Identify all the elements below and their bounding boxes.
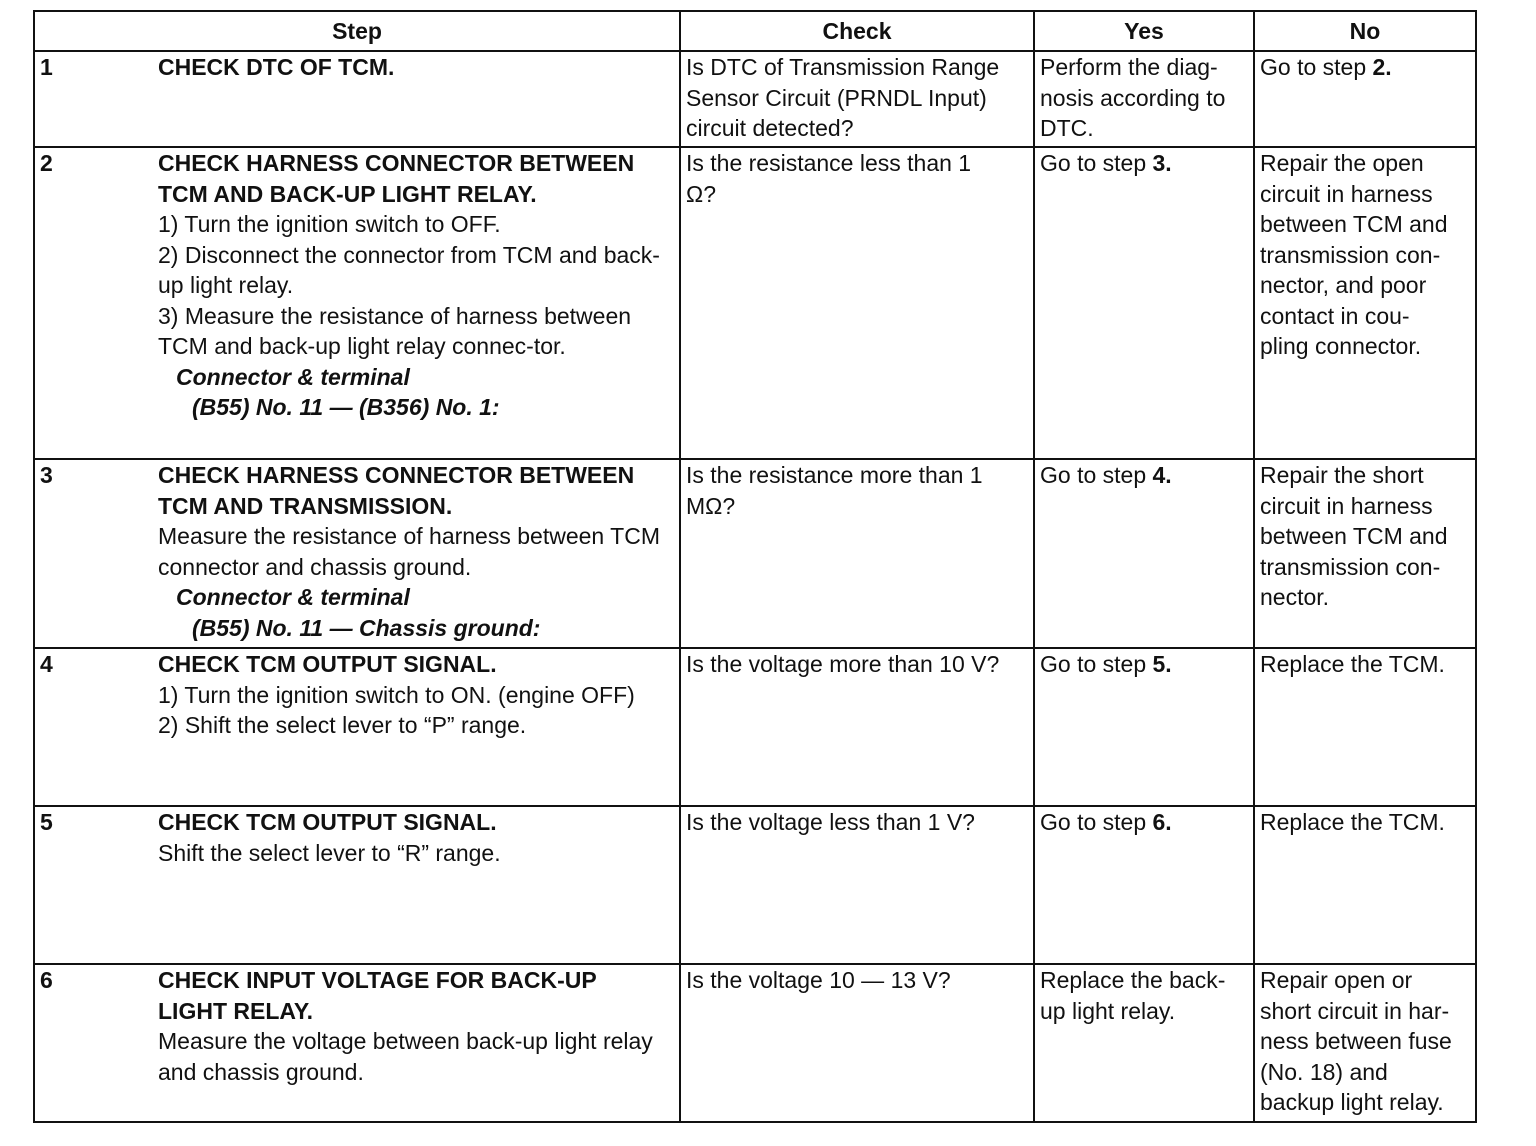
no-text: Repair open or short circuit in har- ness between fuse (No. 18) and backup light relay.: [1260, 967, 1452, 1115]
header-no: No: [1254, 11, 1476, 51]
step-number: 3: [40, 462, 53, 488]
connector-value: (B55) No. 11 — Chassis ground:: [192, 614, 541, 641]
yes-text: Go to step: [1040, 150, 1153, 176]
yes-text: Go to step: [1040, 809, 1153, 835]
no-cell: [1254, 648, 1476, 806]
step-body: [158, 148, 675, 423]
step-cell: [34, 648, 680, 806]
check-text: Is the voltage 10 — 13 V?: [686, 967, 951, 993]
step-instruction: 1) Turn the ignition switch to OFF.: [158, 211, 501, 237]
yes-text: Go to step: [1040, 462, 1153, 488]
table-header: [34, 11, 1476, 51]
no-text: Replace the TCM.: [1260, 809, 1445, 835]
check-text: Is the voltage more than 10 V?: [686, 651, 1000, 677]
table-body: [34, 51, 1476, 1122]
step-number: 5: [40, 809, 53, 835]
no-text: Replace the TCM.: [1260, 651, 1445, 677]
step-title: CHECK INPUT VOLTAGE FOR BACK-UP LIGHT RELAY.: [158, 967, 597, 1024]
yes-text: Perform the diag- nosis according to DTC.: [1040, 54, 1226, 141]
check-text: Is DTC of Transmission Range Sensor Circuit (PRNDL Input) circuit detected?: [686, 54, 1000, 141]
step-number: 6: [40, 967, 53, 993]
step-title: CHECK HARNESS CONNECTOR BETWEEN TCM AND BACK-UP LIGHT RELAY.: [158, 150, 635, 207]
step-cell: [34, 964, 680, 1122]
no-cell: [1254, 459, 1476, 648]
table-row: [34, 806, 1476, 964]
check-cell: [680, 51, 1034, 147]
step-body: [158, 649, 675, 741]
step-instruction: 3) Measure the resistance of harness between TCM and back-up light relay connec-tor.: [158, 302, 632, 359]
yes-text: Go to step: [1040, 651, 1153, 677]
yes-cell: [1034, 459, 1254, 648]
step-instruction: Measure the resistance of harness between TCM connector and chassis ground.: [158, 523, 660, 580]
connector-value: (B55) No. 11 — (B356) No. 1:: [192, 394, 500, 420]
no-text: Repair the open circuit in harness between TCM and transmission con- nector, and poor contact in cou- pling connector.: [1260, 150, 1448, 359]
step-body: [158, 965, 675, 1087]
no-text: Repair the short circuit in harness between TCM and transmission con- nector.: [1260, 462, 1448, 610]
step-number: 1: [40, 54, 53, 80]
check-cell: [680, 459, 1034, 648]
step-title: CHECK TCM OUTPUT SIGNAL.: [158, 809, 497, 835]
table-row: [34, 147, 1476, 459]
yes-step-ref: 3.: [1152, 150, 1172, 176]
yes-cell: [1034, 648, 1254, 806]
no-cell: [1254, 147, 1476, 459]
yes-cell: [1034, 806, 1254, 964]
step-title: CHECK TCM OUTPUT SIGNAL.: [158, 651, 497, 677]
no-cell: [1254, 51, 1476, 147]
yes-text: Replace the back- up light relay.: [1040, 967, 1226, 1024]
diagnostic-table: [33, 10, 1477, 1123]
step-cell: [34, 806, 680, 964]
header-step: Step: [34, 11, 680, 51]
check-text: Is the resistance more than 1 MΩ?: [686, 462, 983, 519]
step-instruction: 1) Turn the ignition switch to ON. (engine OFF): [158, 681, 635, 708]
no-text: Go to step: [1260, 54, 1373, 80]
table-row: [34, 964, 1476, 1122]
step-body: [158, 460, 675, 643]
header-yes: Yes: [1034, 11, 1254, 51]
step-title: CHECK HARNESS CONNECTOR BETWEEN TCM AND TRANSMISSION.: [158, 462, 635, 519]
yes-step-ref: 5.: [1152, 651, 1172, 677]
check-text: Is the resistance less than 1 Ω?: [686, 150, 972, 207]
connector-label: Connector & terminal: [176, 363, 410, 390]
step-number: 4: [40, 651, 53, 677]
step-number: 2: [40, 150, 53, 176]
table-row: [34, 459, 1476, 648]
no-cell: [1254, 964, 1476, 1122]
no-step-ref: 2.: [1372, 54, 1392, 80]
no-cell: [1254, 806, 1476, 964]
step-title: CHECK DTC OF TCM.: [158, 54, 395, 80]
step-body: [158, 52, 675, 83]
yes-cell: [1034, 964, 1254, 1122]
step-instruction: Shift the select lever to “R” range.: [158, 839, 501, 866]
check-text: Is the voltage less than 1 V?: [686, 809, 975, 835]
step-body: [158, 807, 675, 868]
check-cell: [680, 147, 1034, 459]
connector-label: Connector & terminal: [176, 584, 410, 610]
header-check: Check: [680, 11, 1034, 51]
table-row: [34, 648, 1476, 806]
step-cell: [34, 147, 680, 459]
check-cell: [680, 648, 1034, 806]
yes-step-ref: 6.: [1152, 809, 1172, 835]
check-cell: [680, 964, 1034, 1122]
step-cell: [34, 459, 680, 648]
step-instruction: 2) Disconnect the connector from TCM and back-up light relay.: [158, 241, 660, 298]
step-instruction: 2) Shift the select lever to “P” range.: [158, 712, 527, 738]
yes-step-ref: 4.: [1152, 462, 1172, 488]
table-row: [34, 51, 1476, 147]
check-cell: [680, 806, 1034, 964]
step-instruction: Measure the voltage between back-up light relay and chassis ground.: [158, 1028, 653, 1085]
step-cell: [34, 51, 680, 147]
yes-cell: [1034, 51, 1254, 147]
yes-cell: [1034, 147, 1254, 459]
